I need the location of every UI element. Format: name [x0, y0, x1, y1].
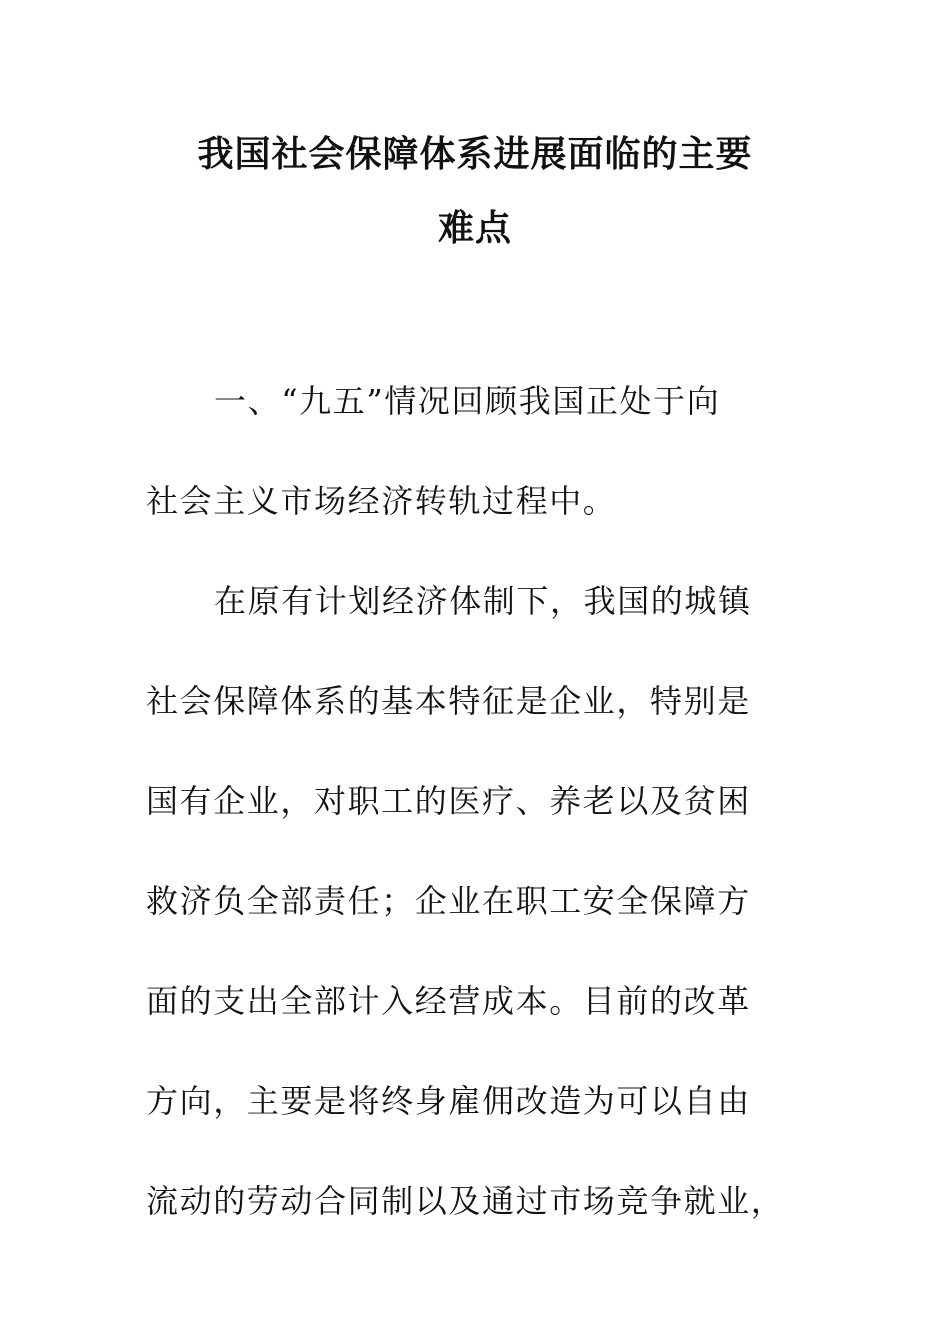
document-title-line-1: 我国社会保障体系进展面临的主要: [197, 133, 753, 175]
paragraph-2-line-4: 救济负全部责任；企业在职工安全保障方: [146, 882, 751, 920]
paragraph-2-line-5: 面的支出全部计入经营成本。目前的改革: [146, 982, 751, 1020]
paragraph-2-line-6: 方向，主要是将终身雇佣改造为可以自由: [146, 1082, 751, 1120]
paragraph-1-line-1: 一、“九五”情况回顾我国正处于向: [214, 382, 721, 420]
paragraph-2-line-2: 社会保障体系的基本特征是企业，特别是: [146, 682, 751, 720]
paragraph-2-line-7: 流动的劳动合同制以及通过市场竞争就业，: [146, 1182, 785, 1220]
paragraph-2-line-3: 国有企业，对职工的医疗、养老以及贫困: [146, 782, 751, 820]
document-title-line-2: 难点: [437, 207, 512, 249]
paragraph-1-line-2: 社会主义市场经济转轨过程中。: [146, 482, 617, 520]
paragraph-2-line-1: 在原有计划经济体制下，我国的城镇: [214, 582, 752, 620]
